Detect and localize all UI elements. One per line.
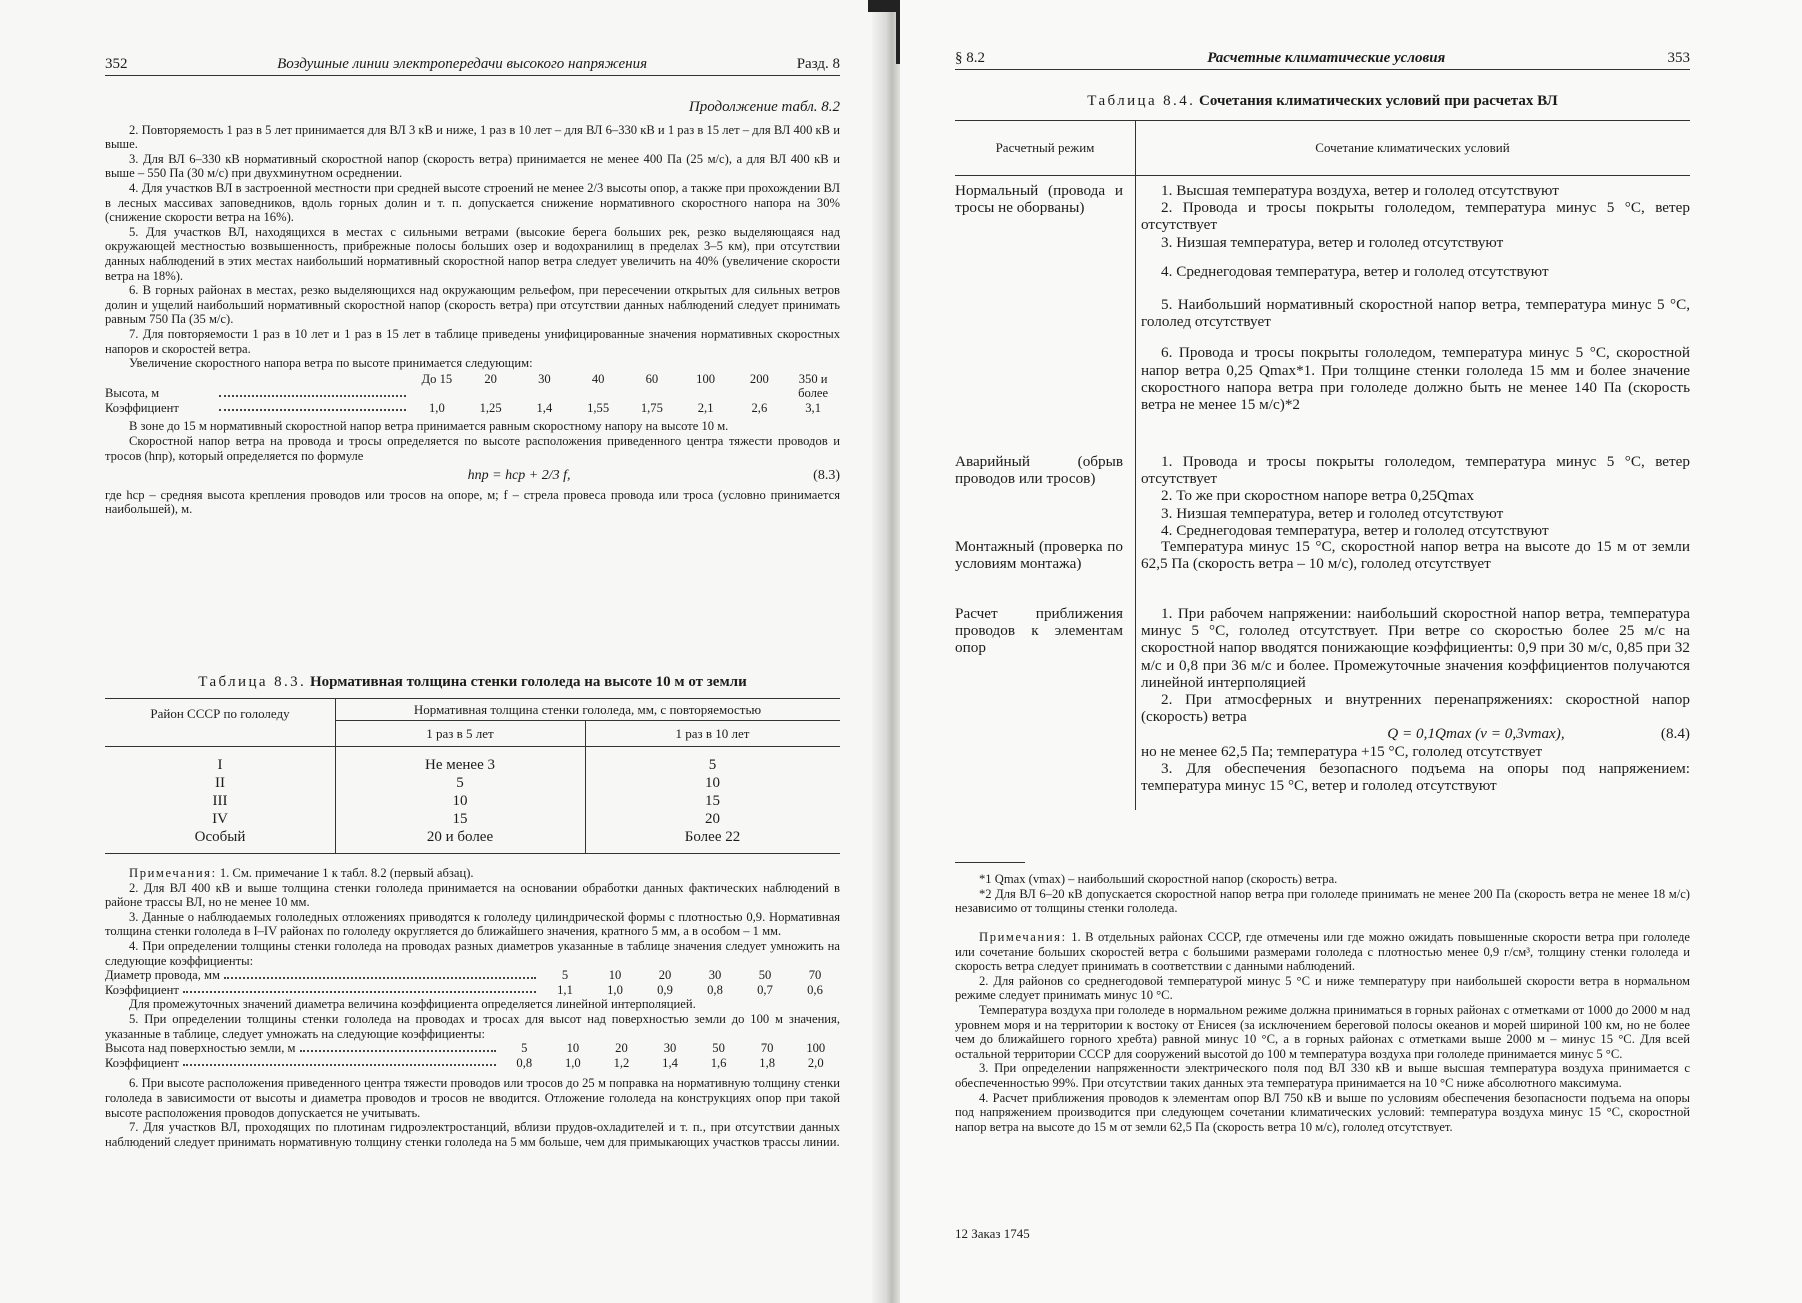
condition-item: 1. Провода и тросы покрыты гололедом, температура минус 5 °С, ветер отсутствует <box>1141 453 1690 488</box>
notes-heading: Примечания: <box>129 866 217 880</box>
table-row: III 10 15 <box>212 793 720 809</box>
coefficient-value: 1,6 <box>710 1055 727 1070</box>
condition-item: 4. Среднегодовая температура, ветер и гололед отсутствуют <box>1161 521 1549 539</box>
table-label: Таблица 8.4. <box>1087 93 1196 109</box>
coefficient-value: 0,8 <box>516 1055 533 1070</box>
coefficient-value: 1,25 <box>479 400 502 415</box>
height-value: 30 <box>538 371 551 386</box>
height-value: 60 <box>645 371 659 386</box>
diameter-coefficient-table <box>105 968 840 997</box>
formula-8-4 <box>1141 725 1690 742</box>
height-value: 40 <box>591 371 605 386</box>
height-ice-coefficient-table <box>105 1041 840 1070</box>
coefficient-label: Коэффициент <box>105 1055 179 1070</box>
paragraph: 2. Повторяемость 1 раз в 5 лет принимается для ВЛ 3 кВ и ниже, 1 раз в 10 лет – для ВЛ 6–330 кВ и 1 раз в 15 лет – для ВЛ 400 кВ и выше. <box>105 122 840 152</box>
coefficient-label: Коэффициент <box>105 982 179 997</box>
height-value: 50 <box>712 1041 725 1056</box>
coefficient-value: 1,4 <box>536 400 553 415</box>
paragraph: где hср – средняя высота крепления проводов или тросов на опоре, м; f – стрела провеса провода или троса (условно принимается наибольшей), м. <box>105 487 840 517</box>
column-header-group: Нормативная толщина стенки гололеда, мм, с повторяемостью <box>413 702 762 717</box>
right-running-title: Расчетные климатические условия <box>1207 50 1446 66</box>
paragraph: В зоне до 15 м нормативный скоростной напор ветра принимается равным скоростному напору на высоте 10 м. <box>129 419 729 434</box>
print-signature: 12 Заказ 1745 <box>955 1226 1030 1241</box>
note: 2. Для ВЛ 400 кВ и выше толщина стенки гололеда принимается на основании обработки данных фактических наблюдений в районе трассы ВЛ, но не менее 10 мм. <box>105 880 840 910</box>
left-section-label: Разд. 8 <box>796 56 840 72</box>
coefficient-value: 1,0 <box>564 1055 581 1070</box>
table-8-3-notes: Примечания: 1. См. примечание 1 к табл. 8.2 (первый абзац). 2. Для ВЛ 400 кВ и выше толщина стенки гололеда принимается на основании обработки данных фактических наблюдений в районе трассы ВЛ, но не менее 10 мм. 3. Данные о наблюдаемых гололедных отложениях приводятся к гололеду цилиндрической формы с плотностью 0,9. Нормативная толщина стенки гололеда в I–IV районах по гололеду округляется до ближайшего значения, кратного 5 мм, а в особом – 1 мм. 4. При определении толщины стенки гололеда на проводах разных диаметров указанные в таблице значения следует умножить на следующие коэффициенты: Диаметр провода, мм 5 10 20 30 50 70 Коэффициент 1,1 1,0 0,9 0,8 0,7 0,6 Для промежуточных значений диаметра величина коэффициента определяется линейной интерполяцией. 5. При определении толщины стенки гололеда на проводах и тросах для высот над поверхностью земли до 100 м значения, указанные в таблице, следует умножать на следующие коэффициенты: Высота над поверхностью земли, м 5 10 20 30 50 70 100 Коэффициент 0,8 1,0 1,2 1,4 1,6 1,8 2,0 6. При высоте расположения приведенного центра тяжести проводов или тросов до 25 м поправка на нормативную толщину стенки гололеда в зависимости от высоты и диаметра проводов и тросов не вводится. Отложение гололеда на конструкциях опор при такой высоте расположения проводов допускается не учитывать. 7. Для участков ВЛ, проходящих по плотинам гидроэлектростанций, вблизи прудов-охладителей и т. п., при отсутствии данных наблюдений следует принимать нормативную толщину стенки гололеда на 5 мм больше, чем для примыкающих участков трассы линии. <box>105 866 840 1149</box>
table-8-3-caption <box>105 674 840 691</box>
table-title: Сочетания климатических условий при расчетах ВЛ <box>1199 93 1558 109</box>
height-values <box>410 372 840 401</box>
condition-item: 3. Низшая температура, ветер и гололед отсутствуют <box>1161 233 1504 251</box>
footnote-rule <box>955 862 1025 863</box>
height-value: 30 <box>663 1041 677 1056</box>
conditions-normal <box>1141 182 1690 413</box>
diameter-value: 30 <box>708 968 722 983</box>
diameter-value: 70 <box>808 968 822 983</box>
coefficient-value: 1,0 <box>429 400 445 415</box>
coefficient-value: 2,0 <box>807 1055 824 1070</box>
mode-normal: Нормальный (провода и тросы не оборваны) <box>955 182 1123 217</box>
mode-approach: Расчет приближения проводов к элементам опор <box>955 605 1123 657</box>
notes-heading: Примечания: <box>979 930 1067 944</box>
condition-item: 2. То же при скоростном напоре ветра 0,25Qmax <box>1161 487 1474 505</box>
table-title: Нормативная толщина стенки гололеда на высоте 10 м от земли <box>309 674 747 690</box>
formula-text: Q = 0,1Qmax (v = 0,3vmax), <box>1387 725 1565 743</box>
note: 4. При определении толщины стенки гололеда на проводах разных диаметров указанные в таблице значения следует умножить на следующие коэффициенты: <box>105 938 840 968</box>
height-label: Высота над поверхностью земли, м <box>105 1041 296 1056</box>
left-page-header <box>105 56 840 76</box>
coefficient-values <box>410 401 840 416</box>
continuation-label: Продолжение табл. 8.2 <box>688 99 840 115</box>
right-section-label: § 8.2 <box>955 50 985 66</box>
condition-item: 3. Низшая температура, ветер и гололед отсутствуют <box>1161 504 1504 522</box>
paragraph: 6. В горных районах в местах, резко выделяющихся над окружающим рельефом, при пересечении открытых для сильных ветров долин и ущелий наибольший нормативный скоростной напор (скорость ветра) при отсутствии данных наблюдений следует принимать равным 750 Па (35 м/с). <box>105 283 840 327</box>
diameter-value: 10 <box>608 968 622 983</box>
left-upper-text <box>105 100 840 517</box>
coefficient-value: 2,1 <box>697 400 714 415</box>
height-value: 20 <box>484 371 497 386</box>
height-value: 350 и более <box>798 371 829 401</box>
formula-8-3 <box>105 469 840 484</box>
note: 3. При определении напряженности электрического поля под ВЛ 330 кВ и выше высшая температура воздуха принимается с обеспеченностью 99%. При отсутствии таких данных эта температура принимается на 10 °С ниже абсолютного максимума. <box>955 1061 1690 1090</box>
height-value: 70 <box>760 1041 774 1056</box>
mode-mounting: Монтажный (проверка по условиям монтажа) <box>955 538 1123 573</box>
condition-item: 1. При рабочем напряжении: наибольший скоростной напор ветра, температура минус 5 °С, гололед отсутствует. При ветре со скоростью более 25 м/с на скоростной напор вводятся понижающие коэффициенты: 0,9 при 30 м/с, 0,85 при 32 м/с и 0,8 при 36 м/с и более. Промежуточные значения коэффициентов получаются линейной интерполяцией <box>1141 605 1690 691</box>
coefficient-label: Коэффициент <box>105 400 179 415</box>
formula-number: (8.4) <box>1660 725 1690 743</box>
height-value: До 15 <box>421 371 453 386</box>
height-value: 5 <box>521 1041 528 1056</box>
condition-item: 5. Наибольший нормативный скоростной напор ветра, температура минус 5 °С, гололед отсутствует <box>1141 296 1690 331</box>
paragraph: 5. Для участков ВЛ, находящихся в местах с сильными ветрами (высокие берега больших рек, резко выделяющаяся над окружающей местностью возвышенность, прибрежные полосы больших озер и водохранилищ в пределах 3–5 км), при отсутствии данных наблюдений в этих местах наибольший нормативный скоростной напор ветра следует увеличить на 40% (увеличение скорости ветра на 18%). <box>105 224 840 283</box>
footnotes <box>955 872 1690 916</box>
right-page-number: 353 <box>1667 50 1690 66</box>
table-8-4 <box>955 120 1690 810</box>
coefficient-value: 1,55 <box>587 400 610 415</box>
paragraph: 7. Для повторяемости 1 раз в 10 лет и 1 раз в 15 лет в таблице приведены унифицированные значения нормативных скоростных напоров и скоростей ветра. <box>105 326 840 356</box>
formula-number: (8.3) <box>813 468 840 484</box>
coefficient-value: 1,0 <box>607 982 623 997</box>
paragraph: 3. Для ВЛ 6–330 кВ нормативный скоростной напор (скорость ветра) принимается не менее 400 Па (25 м/с), а для ВЛ 400 кВ и выше – 550 Па (30 м/с) при двухминутном осреднении. <box>105 151 840 181</box>
condition-item: 4. Среднегодовая температура, ветер и гололед отсутствуют <box>1161 262 1549 280</box>
column-header-conditions: Сочетание климатических условий <box>1315 140 1510 155</box>
note: 4. Расчет приближения проводов к элементам опор ВЛ 750 кВ и выше по условиям обеспечения безопасности подъема на опоры под напряжением производится при следующем сочетании климатических условий: температура воздуха минус 15 °С, скоростной напор ветра на высоте до 15 м от земли 62,5 Па (скорость ветра 10 м/с), гололед отсутствует. <box>955 1090 1690 1134</box>
height-value: 20 <box>615 1041 628 1056</box>
note: Для промежуточных значений диаметра величина коэффициента определяется линейной интерполяцией. <box>129 997 696 1012</box>
diameter-value: 5 <box>561 968 569 983</box>
paragraph: Скоростной напор ветра на провода и тросы определяется по высоте расположения приведенного центра тяжести проводов и тросов (hпр), который определяется по формуле <box>105 434 840 463</box>
condition-item: 2. При атмосферных и внутренних перенапряжениях: скоростной напор (скорость) ветра <box>1141 691 1690 726</box>
coefficient-value: 0,6 <box>807 982 823 997</box>
mode-emergency: Аварийный (обрыв проводов или тросов) <box>955 453 1123 488</box>
left-page <box>0 0 880 1303</box>
conditions-approach <box>1141 605 1690 794</box>
condition-item: 1. Высшая температура воздуха, ветер и гололед отсутствуют <box>1161 182 1559 199</box>
height-value: 100 <box>806 1041 826 1056</box>
condition-item: 3. Для обеспечения безопасного подъема на опоры под напряжением: температура минус 15 °С, ветер и гололед отсутствуют <box>1141 759 1690 795</box>
diameter-label: Диаметр провода, мм <box>105 968 220 983</box>
coefficient-value: 0,9 <box>657 982 673 997</box>
coefficient-value: 1,2 <box>613 1055 630 1070</box>
note: 3. Данные о наблюдаемых гололедных отложениях приводятся к гололеду цилиндрической формы с плотностью 0,9. Нормативная толщина стенки гололеда в I–IV районах по гололеду округляется до ближайшего значения, кратного 5 мм, а в особом – 1 мм. <box>105 909 840 939</box>
coefficient-value: 1,75 <box>640 400 663 415</box>
footnote: *2 Для ВЛ 6–20 кВ допускается скоростной напор ветра при гололеде принимать не менее 200 Па (скорость ветра не менее 18 м/с) независимо от толщины стенки гололеда. <box>955 886 1690 916</box>
formula-text: hпр = hср + 2/3 f, <box>467 468 571 484</box>
coefficient-value: 3,1 <box>805 400 821 415</box>
condition-item: 2. Провода и тросы покрыты гололедом, температура минус 5 °С, ветер отсутствует <box>1141 199 1690 234</box>
table-8-4-notes: Примечания: 1. В отдельных районах СССР, где отмечены или где можно ожидать повышенные скорости ветра при гололеде или сочетание больших скоростей ветра с большими размерами гололеда с плотностью менее 0,9 г/см³, толщину стенки гололеда и скорость ветра следует принимать в соответствии с данными наблюдений. 2. Для районов со среднегодовой температурой минус 5 °С и ниже температуру при наибольшей скорости ветра в нормальном режиме следует принимать минус 10 °С. Температура воздуха при гололеде в нормальном режиме должна приниматься в горных районах с отметками от 1000 до 2000 м над уровнем моря и на территории к востоку от Енисея (за исключением береговой полосы океанов и морей шириной 100 км, но не более чем до ближайшего горного хребта) равной минус 10 °С, а в горных районах с отметками выше 2000 м – минус 15 °С. Для всей остальной территории СССР для сооружений высотой до 100 м температура воздуха при гололеде принимается минус 5 °С. 3. При определении напряженности электрического поля под ВЛ 330 кВ и выше высшая температура воздуха принимается с обеспеченностью 99%. При отсутствии таких данных эта температура принимается на 10 °С ниже абсолютного максимума. 4. Расчет приближения проводов к элементам опор ВЛ 750 кВ и выше по условиям обеспечения безопасности подъема на опоры под напряжением производится при следующем сочетании климатических условий: температура воздуха минус 15 °С, скоростной напор ветра на высоте до 15 м от земли 62,5 Па (скорость ветра 10 м/с), гололед отсутствует. <box>955 930 1691 1134</box>
coefficient-value: 1,4 <box>662 1055 678 1070</box>
right-page-header <box>955 50 1690 70</box>
height-value: 10 <box>566 1041 580 1056</box>
table-row: I Не менее 3 5 <box>217 757 717 773</box>
note: 2. Для районов со среднегодовой температурой минус 5 °С и ниже температуру при наибольшей скорости ветра в нормальном режиме следует принимать минус 10 °С. <box>955 973 1690 1003</box>
height-label: Высота, м <box>105 386 160 401</box>
coefficient-value: 1,1 <box>557 982 573 997</box>
height-value: 100 <box>696 371 716 386</box>
note: 6. При высоте расположения приведенного центра тяжести проводов или тросов до 25 м поправка на нормативную толщину стенки гололеда в зависимости от высоты и диаметра проводов и тросов не вводится. Отложение гололеда на конструкциях опор при такой высоте расположения проводов допускается не учитывать. <box>105 1076 840 1120</box>
condition-item: но не менее 62,5 Па; температура +15 °С, гололед отсутствует <box>1141 742 1543 760</box>
condition-item: 6. Провода и тросы покрыты гололедом, температура минус 5 °С, скоростной напор ветра 0,25 Qmax*1. При толщине стенки гололеда 15 мм и более значение скоростного напора ветра при гололеде должно быть не менее 140 Па (скорость ветра не менее 15 м/с)*2 <box>1141 344 1690 414</box>
right-page <box>900 0 1802 1303</box>
note: 5. При определении толщины стенки гололеда на проводах и тросах для высот над поверхностью земли до 100 м значения, указанные в таблице, следует умножать на следующие коэффициенты: <box>105 1011 840 1041</box>
height-coefficient-table <box>105 372 840 416</box>
coefficient-value: 0,8 <box>707 982 723 997</box>
note: 7. Для участков ВЛ, проходящих по плотинам гидроэлектростанций, вблизи прудов-охладителей и т. п., при отсутствии данных наблюдений следует принимать нормативную толщину стенки гололеда на 5 мм больше, чем для примыкающих участков трассы линии. <box>105 1120 840 1149</box>
note: Температура воздуха при гололеде в нормальном режиме должна приниматься в горных районах с отметками от 1000 до 2000 м над уровнем моря и на территории к востоку от Енисея (за исключением береговой полосы океанов и морей шириной 100 км, но не более чем до ближайшего горного хребта) равной минус 10 °С, а в горных районах с отметками выше 2000 м – минус 15 °С. Для всей остальной территории СССР для сооружений высотой до 100 м температура воздуха при гололеде принимается минус 5 °С. <box>955 1002 1690 1061</box>
footnote: *1 Qmax (vmax) – наибольший скоростной напор (скорость) ветра. <box>979 872 1338 886</box>
paragraph: 4. Для участков ВЛ в застроенной местности при средней высоте строений не менее 2/3 высоты опор, а также при прохождении ВЛ в лесных массивах заповедников, вдоль горных долин и т. п. допускается снижение нормативного скоростного напора на 30% (снижение скорости ветра на 16%). <box>105 180 840 225</box>
height-value: 200 <box>749 371 769 386</box>
column-header-mode: Расчетный режим <box>995 140 1095 155</box>
table-body <box>105 756 840 846</box>
column-header-10-years: 1 раз в 10 лет <box>675 726 750 741</box>
column-header-5-years: 1 раз в 5 лет <box>426 726 494 741</box>
coefficient-value: 0,7 <box>757 982 773 997</box>
left-page-number: 352 <box>105 56 128 72</box>
condition-item: Температура минус 15 °С, скоростной напор ветра на высоте до 15 м от земли 62,5 Па (скорость ветра – 10 м/с), гололед отсутствует <box>1141 538 1690 573</box>
table-row: IV 15 20 <box>212 811 720 827</box>
diameter-value: 20 <box>658 968 672 983</box>
coefficient-value: 2,6 <box>751 400 768 415</box>
left-running-title: Воздушные линии электропередачи высокого напряжения <box>277 56 648 72</box>
table-8-4-caption <box>955 93 1690 110</box>
diameter-value: 50 <box>758 968 772 983</box>
paragraph: Увеличение скоростного напора ветра по высоте принимается следующим: <box>129 356 533 371</box>
conditions-emergency <box>1141 453 1690 539</box>
column-header-region: Район СССР по гололеду <box>150 706 290 721</box>
coefficient-value: 1,8 <box>759 1055 776 1070</box>
table-8-3 <box>105 698 840 854</box>
table-label: Таблица 8.3. <box>198 674 307 690</box>
table-row: Особый 20 и более Более 22 <box>194 829 741 845</box>
table-row: II 5 10 <box>215 775 720 791</box>
conditions-mounting <box>1141 538 1690 572</box>
